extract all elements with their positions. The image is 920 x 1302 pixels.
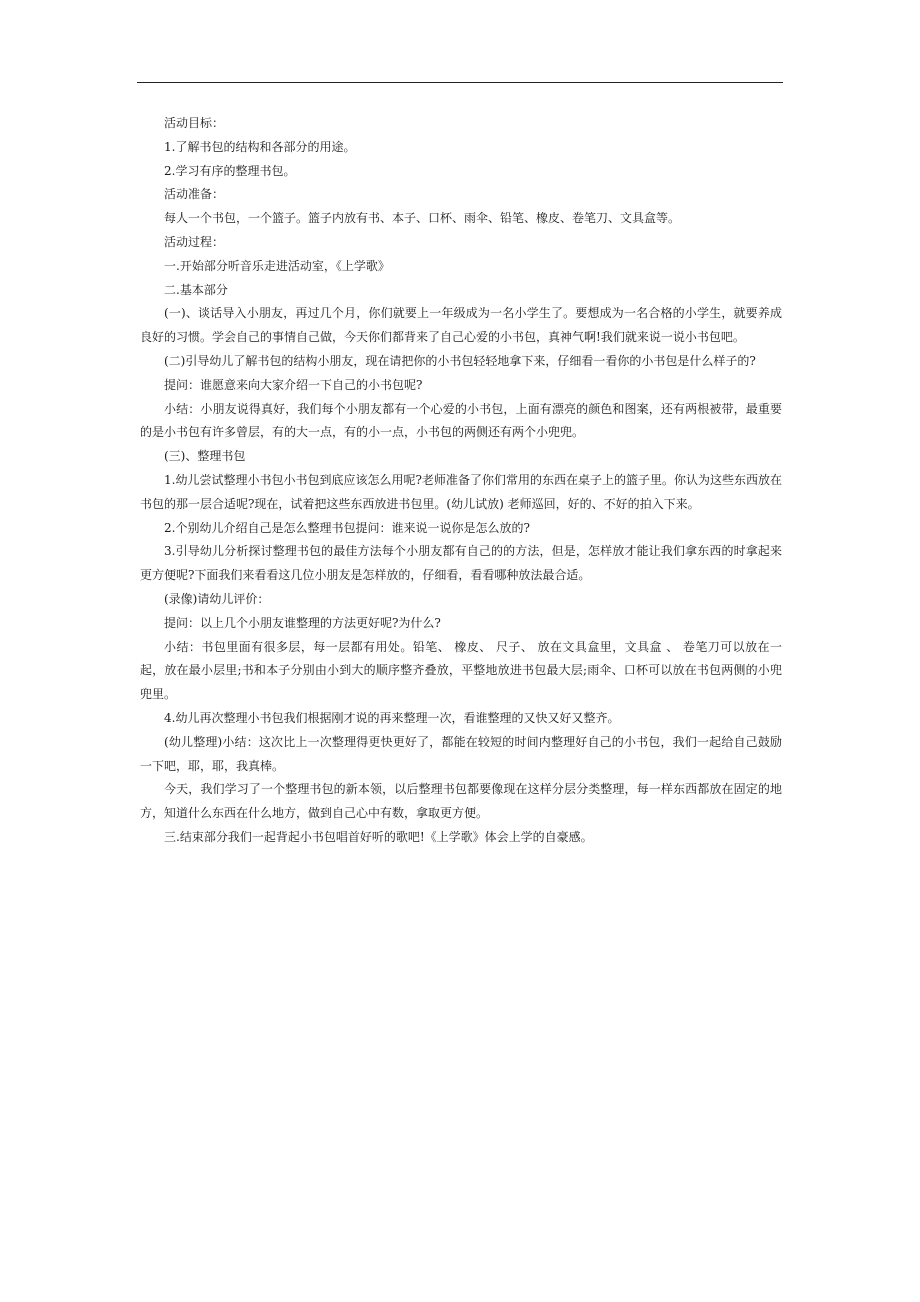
paragraph-step-2: 2.个别幼儿介绍自己是怎么整理书包提问：谁来说一说你是怎么放的?	[164, 520, 530, 535]
paragraph-section-3: (三)、整理书包	[164, 449, 246, 464]
paragraph-summary-1: 小结：小朋友说得真好，我们每个小朋友都有一个心爱的小书包，上面有漂亮的颜色和图案，还有两根被带，最重要的是小书包有许多曾层，有的大一点，有的小一点，小书包的两侧还有两个小兜兜。	[140, 401, 782, 440]
paragraph-part-2: 二.基本部分	[164, 282, 228, 297]
paragraph-video: (录像)请幼儿评价：	[164, 591, 270, 606]
document-body	[140, 112, 782, 850]
paragraph-process-heading: 活动过程：	[164, 234, 225, 249]
paragraph-question-2: 提问：以上几个小朋友谁整理的方法更好呢?为什么?	[164, 615, 441, 630]
paragraph-goal-2: 2.学习有序的整理书包。	[164, 163, 296, 178]
paragraph-conclusion: 今天，我们学习了一个整理书包的新本领，以后整理书包都要像现在这样分层分类整理，每一样东西都放在固定的地方，知道什么东西在什么地方，做到自己心中有数，拿取更方便。	[140, 782, 782, 821]
paragraph-part-1: 一.开始部分听音乐走进活动室，《上学歌》	[164, 258, 390, 273]
header-rule	[137, 82, 783, 83]
paragraph-ending: 三.结束部分我们一起背起小书包唱首好听的歌吧!《上学歌》体会上学的自豪感。	[164, 829, 593, 844]
paragraph-summary-2: 小结：书包里面有很多层，每一层都有用处。铅笔、 橡皮、 尺子、 放在文具盒里，文具盒 、 卷笔刀可以放在一起，放在最小层里;书和本子分别由小到大的顺序整齐叠放，平整地放进书包最大层;雨伞、口杯可以放在书包两侧的小兜兜里。	[140, 639, 782, 702]
paragraph-goal-heading: 活动目标：	[164, 116, 225, 130]
paragraph-step-4: 4.幼儿再次整理小书包我们根据刚才说的再来整理一次，看谁整理的又快又好又整齐。	[164, 710, 620, 725]
paragraph-section-2: (二)引导幼儿了解书包的结构小朋友，现在请把你的小书包轻轻地拿下来，仔细看一看你的小书包是什么样子的?	[164, 353, 756, 368]
paragraph-section-1: (一)、谈话导入小朋友，再过几个月，你们就要上一年级成为一名小学生了。要想成为一名合格的小学生，就要养成良好的习惯。学会自己的事情自己做，今天你们都背来了自己心爱的小书包，真神气啊!我们就来说一说小书包吧。	[140, 306, 782, 345]
paragraph-goal-1: 1.了解书包的结构和各部分的用途。	[164, 139, 356, 154]
paragraph-step-3: 3.引导幼儿分析探讨整理书包的最佳方法每个小朋友都有自己的的方法，但是，怎样放才能让我们拿东西的时拿起来更方便呢?下面我们来看看这几位小朋友是怎样放的，仔细看，看看哪种放法最合适。	[140, 544, 782, 583]
paragraph-prep: 每人一个书包，一个篮子。篮子内放有书、本子、口杯、雨伞、铅笔、橡皮、卷笔刀、文具盒等。	[164, 211, 681, 226]
paragraph-summary-3: (幼儿整理)小结：这次比上一次整理得更快更好了，都能在较短的时间内整理好自己的小书包，我们一起给自己鼓励一下吧，耶，耶，我真棒。	[140, 734, 782, 773]
paragraph-prep-heading: 活动准备：	[164, 187, 225, 202]
paragraph-step-1: 1.幼儿尝试整理小书包小书包到底应该怎么用呢?老师准备了你们常用的东西在桌子上的篮子里。你认为这些东西放在书包的那一层合适呢?现在，试着把这些东西放进书包里。(幼儿试放) 老师巡回，好的、不好的拍入下来。	[140, 472, 782, 511]
paragraph-question-1: 提问：谁愿意来向大家介绍一下自己的小书包呢?	[164, 377, 423, 392]
